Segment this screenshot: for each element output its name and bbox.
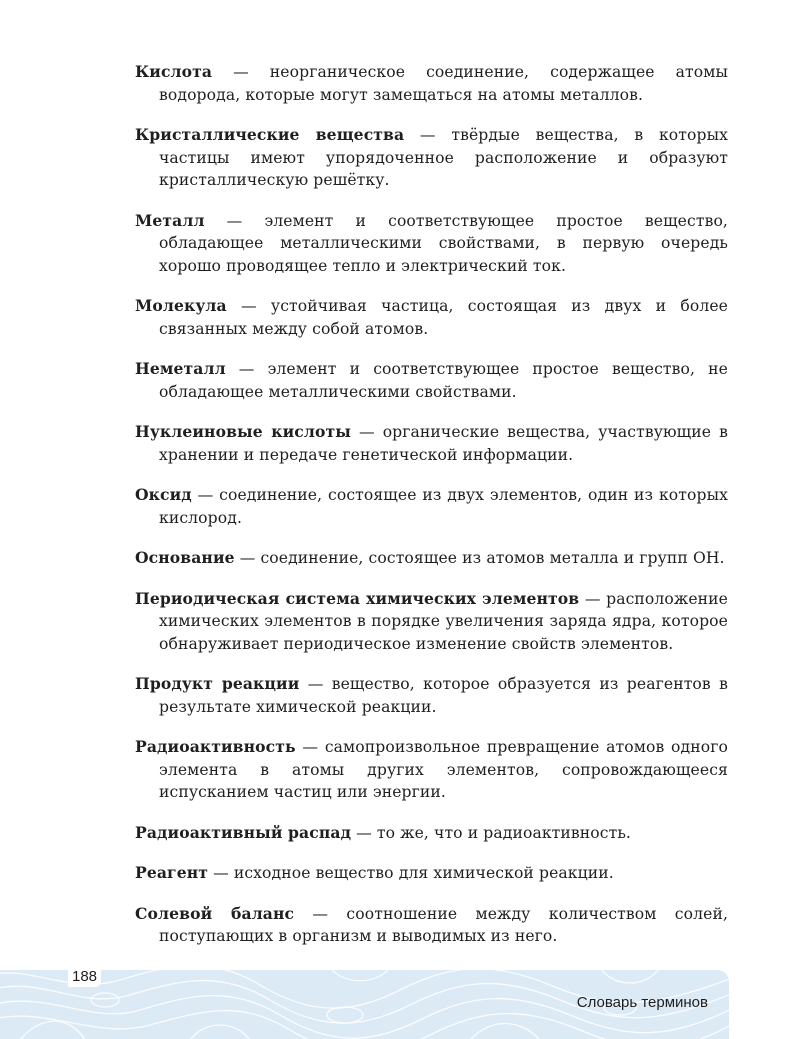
glossary-definition: — самопроизвольное превращение атомов одного элемента в атомы других элементов, сопровождающееся испусканием частиц или энергии. [159,738,728,801]
glossary-entry [135,210,728,278]
glossary-list [135,61,728,1029]
glossary-entry [135,588,728,656]
glossary-entry [135,421,728,466]
glossary-term: Молекула [135,296,227,315]
glossary-entry [135,61,728,106]
glossary-entry [135,484,728,529]
glossary-term: Продукт реакции [135,674,300,693]
glossary-term: Основание [135,548,235,567]
glossary-definition: — соединение, состоящее из атомов металла и групп ОН. [234,549,725,567]
glossary-term: Солевой баланс [135,903,295,923]
glossary-definition: — то же, что и радиоактивность. [351,823,631,842]
glossary-entry [135,822,728,845]
glossary-definition: — исходное вещество для химической реакции. [208,864,614,882]
glossary-entry [135,295,728,340]
section-title: Словарь терминов [576,994,708,1011]
glossary-entry [135,124,728,192]
glossary-term: Кристаллические вещества [135,125,405,144]
glossary-term: Кислота [135,62,213,81]
glossary-term: Реагент [135,863,209,882]
glossary-term: Оксид [135,485,192,504]
glossary-definition: — расположение химических элементов в порядке увеличения заряда ядра, которое обнаруживает периодическое изменение свойств элементов. [159,589,728,653]
glossary-definition: — соединение, состоящее из двух элементов, один из которых кислород. [159,486,728,527]
glossary-term: Периодическая система химических элементов [135,588,580,608]
glossary-entry [135,547,728,570]
glossary-definition: — устойчивая частица, состоящая из двух и более связанных между собой атомов. [159,297,728,338]
glossary-entry [135,903,728,948]
glossary-entry [135,736,728,804]
glossary-entry [135,358,728,403]
glossary-definition: — элемент и соответствующее простое вещество, не обладающее металлическими свойствами. [159,360,728,401]
glossary-definition: — вещество, которое образуется из реагентов в результате химической реакции. [159,675,728,716]
glossary-definition: — твёрдые вещества, в которых частицы имеют упорядоченное расположение и образуют кристаллическую решётку. [159,126,729,189]
glossary-term: Радиоактивный распад [135,822,352,842]
glossary-entry [135,862,728,885]
glossary-definition: — неорганическое соединение, содержащее атомы водорода, которые могут замещаться на атомы металлов. [159,63,728,104]
glossary-term: Нуклеиновые кислоты [135,422,351,441]
glossary-term: Радиоактивность [135,737,296,756]
glossary-definition: — соотношение между количеством солей, поступающих в организм и выводимых из него. [159,904,728,945]
glossary-term: Неметалл [135,359,226,378]
glossary-term: Металл [135,210,205,230]
glossary-entry [135,673,728,718]
page-number: 188 [68,968,101,987]
glossary-definition: — органические вещества, участвующие в хранении и передаче генетической информации. [159,423,728,464]
glossary-definition: — элемент и соответствующее простое вещество, обладающее металлическими свойствами, в первую очередь хорошо проводящее тепло и электрический ток. [159,211,728,275]
